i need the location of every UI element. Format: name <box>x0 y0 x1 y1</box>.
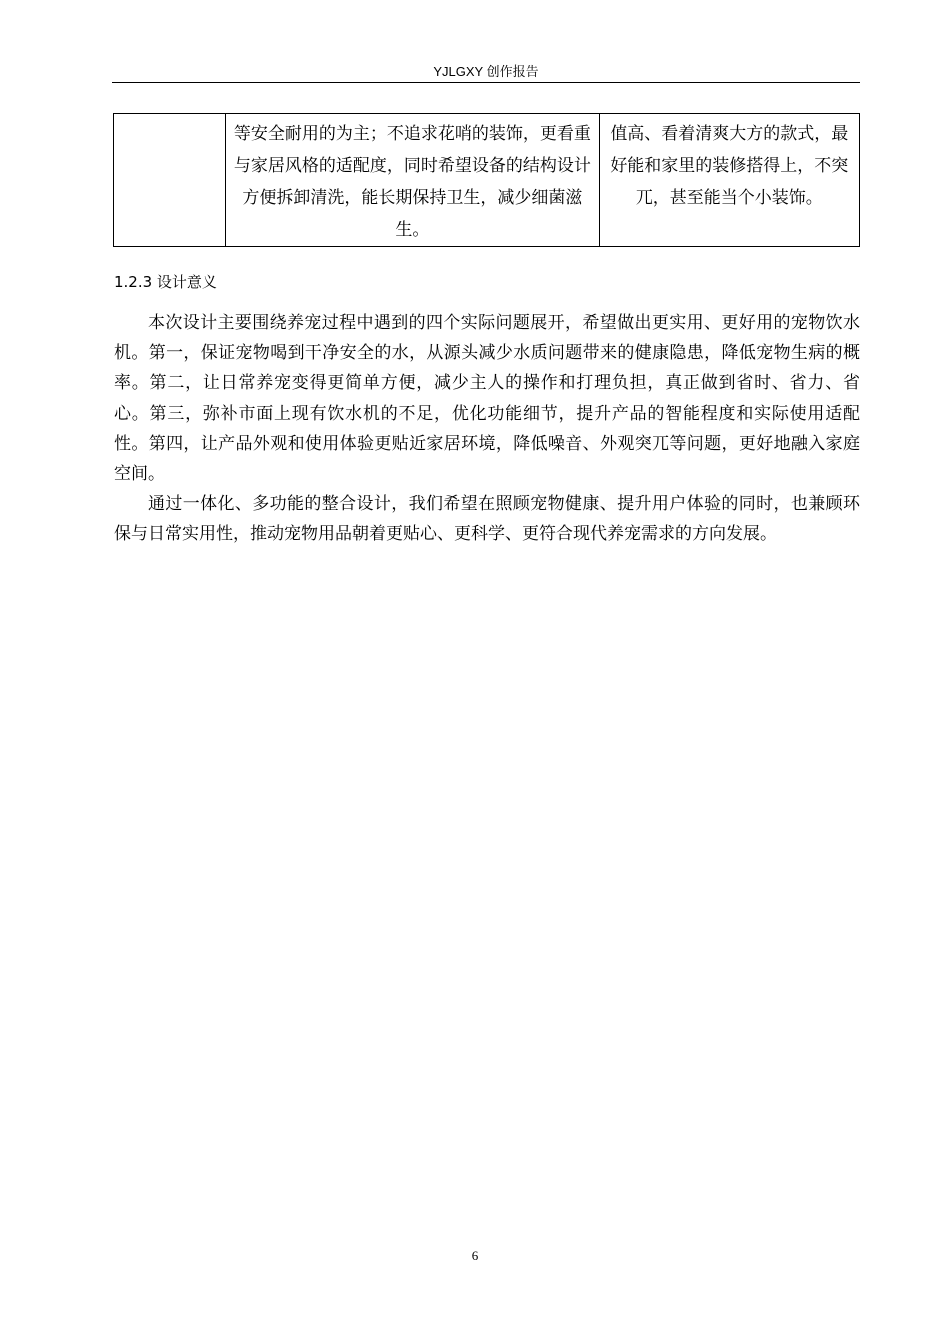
section-heading: 1.2.3 设计意义 <box>114 273 217 291</box>
page-header <box>112 62 860 83</box>
body-paragraph: 本次设计主要围绕养宠过程中遇到的四个实际问题展开，希望做出更实用、更好用的宠物饮水机。第一，保证宠物喝到干净安全的水，从源头减少水质问题带来的健康隐患，降低宠物生病的概率。第二，让日常养宠变得更简单方便，减少主人的操作和打理负担，真正做到省时、省力、省心。第三，弥补市面上现有饮水机的不足，优化功能细节，提升产品的智能程度和实际使用适配性。第四，让产品外观和使用体验更贴近家居环境，降低噪音、外观突兀等问题，更好地融入家庭空间。 <box>114 313 860 485</box>
table-row <box>114 114 860 247</box>
table-cell-label <box>114 114 226 247</box>
page-number: 6 <box>471 1248 479 1263</box>
section-body <box>114 308 860 550</box>
table-cell-requirement: 等安全耐用的为主；不追求花哨的装饰，更看重与家居风格的适配度，同时希望设备的结构设计方便拆卸清洗，能长期保持卫生，减少细菌滋生。 <box>226 114 600 247</box>
requirements-table <box>113 113 860 247</box>
body-paragraph: 通过一体化、多功能的整合设计，我们希望在照顾宠物健康、提升用户体验的同时，也兼顾环保与日常实用性，推动宠物用品朝着更贴心、更科学、更符合现代养宠需求的方向发展。 <box>114 494 860 545</box>
header-title: YJLGXY 创作报告 <box>433 64 539 79</box>
table-cell-expectation: 值高、看着清爽大方的款式，最好能和家里的装修搭得上，不突兀，甚至能当个小装饰。 <box>599 114 859 247</box>
